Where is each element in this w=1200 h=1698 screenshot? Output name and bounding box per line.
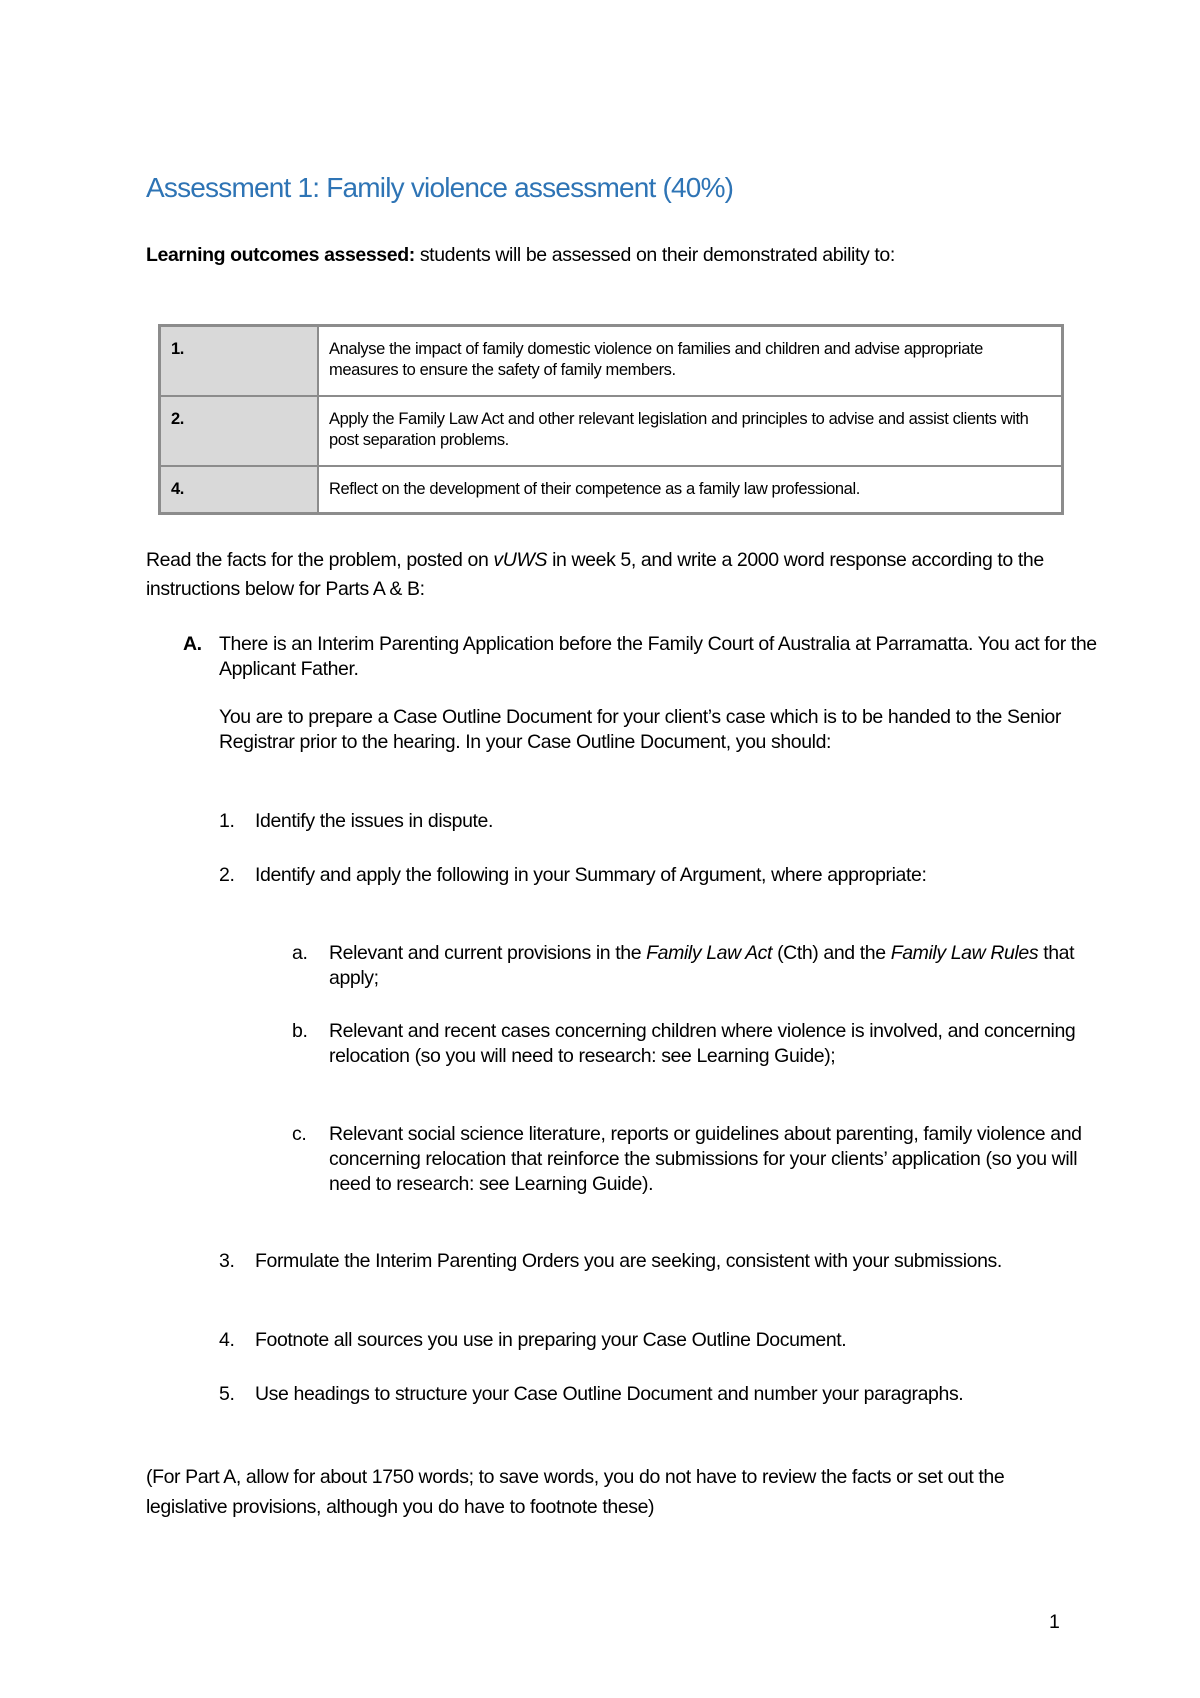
outcome-text: Reflect on the development of their competence as a family law professional.: [318, 466, 1063, 514]
intro-label: Learning outcomes assessed:: [146, 244, 415, 266]
sub-text: Relevant and recent cases concerning children where violence is involved, and concerning relocation (so you will need to research: see Learning Guide);: [329, 1020, 1076, 1067]
page-number: 1: [1049, 1611, 1060, 1633]
sub-text: Relevant social science literature, reports or guidelines about parenting, family violence and concerning relocation that reinforce the submissions for your clients’ application (so you will need to research: see Learning Guide).: [329, 1123, 1082, 1195]
item-text: Identify the issues in dispute.: [255, 810, 493, 832]
instructions-paragraph: [146, 546, 1066, 604]
item-number: 3.: [219, 1250, 235, 1272]
intro-text: students will be assessed on their demonstrated ability to:: [414, 244, 895, 266]
list-item: [219, 863, 985, 888]
sub-item-a: [292, 941, 1109, 991]
item-number: 2.: [219, 864, 235, 886]
item-number: 4.: [219, 1329, 235, 1351]
sub-marker: a.: [292, 942, 308, 964]
list-item: [219, 1249, 1085, 1274]
sub-text: that apply;: [329, 942, 1075, 989]
table-row: [160, 466, 1063, 514]
sub-text: Relevant and current provisions in the: [329, 942, 647, 964]
item-text: Use headings to structure your Case Outline Document and number your paragraphs.: [255, 1383, 964, 1405]
part-a-text-2: You are to prepare a Case Outline Document for your client’s case which is to be handed to the Senior Registrar prior to the hearing. In your Case Outline Document, you should:: [219, 706, 1061, 753]
sub-marker: b.: [292, 1020, 308, 1042]
outcome-text: Apply the Family Law Act and other relevant legislation and principles to advise and assist clients with post separation problems.: [318, 396, 1063, 466]
outcome-number: 2.: [160, 396, 319, 466]
table-row: [160, 326, 1063, 396]
item-number: 5.: [219, 1383, 235, 1405]
item-text: Footnote all sources you use in preparing your Case Outline Document.: [255, 1329, 847, 1351]
part-a-marker: A.: [183, 633, 202, 655]
part-a-text: There is an Interim Parenting Application before the Family Court of Australia at Parramatta. You act for the Applicant Father.: [219, 633, 1097, 680]
outcome-number: 1.: [160, 326, 319, 396]
sub-text-em: Family Law Act: [646, 942, 773, 964]
sub-text: (Cth) and the: [772, 942, 891, 964]
list-item: [219, 1328, 1085, 1353]
table-row: [160, 396, 1063, 466]
read-text-2: in week 5, and write a 2000 word response according to the instructions below for Parts A & B:: [146, 549, 1044, 600]
sub-marker: c.: [292, 1123, 307, 1145]
outcomes-table: [158, 324, 1064, 515]
vuws-text: vUWS: [493, 549, 548, 571]
word-count-note: (For Part A, allow for about 1750 words; to save words, you do not have to review the facts or set out the legislative provisions, although you do have to footnote these): [146, 1466, 1005, 1518]
learning-outcomes-intro: [146, 243, 895, 268]
sub-text-em: Family Law Rules: [890, 942, 1039, 964]
list-item: [219, 1382, 1015, 1407]
item-text: Formulate the Interim Parenting Orders you are seeking, consistent with your submissions.: [255, 1250, 1002, 1272]
outcome-text: Analyse the impact of family domestic violence on families and children and advise appropriate measures to ensure the safety of family members.: [318, 326, 1063, 396]
item-text: Identify and apply the following in your Summary of Argument, where appropriate:: [255, 864, 927, 886]
page-title: Assessment 1: Family violence assessment (40%): [146, 172, 734, 203]
sub-item-c: [292, 1122, 1109, 1197]
list-item: [219, 809, 1085, 834]
outcome-number: 4.: [160, 466, 319, 514]
item-number: 1.: [219, 810, 235, 832]
read-text: Read the facts for the problem, posted on: [146, 549, 494, 571]
part-a: [183, 632, 1099, 755]
sub-item-b: [292, 1019, 1109, 1069]
